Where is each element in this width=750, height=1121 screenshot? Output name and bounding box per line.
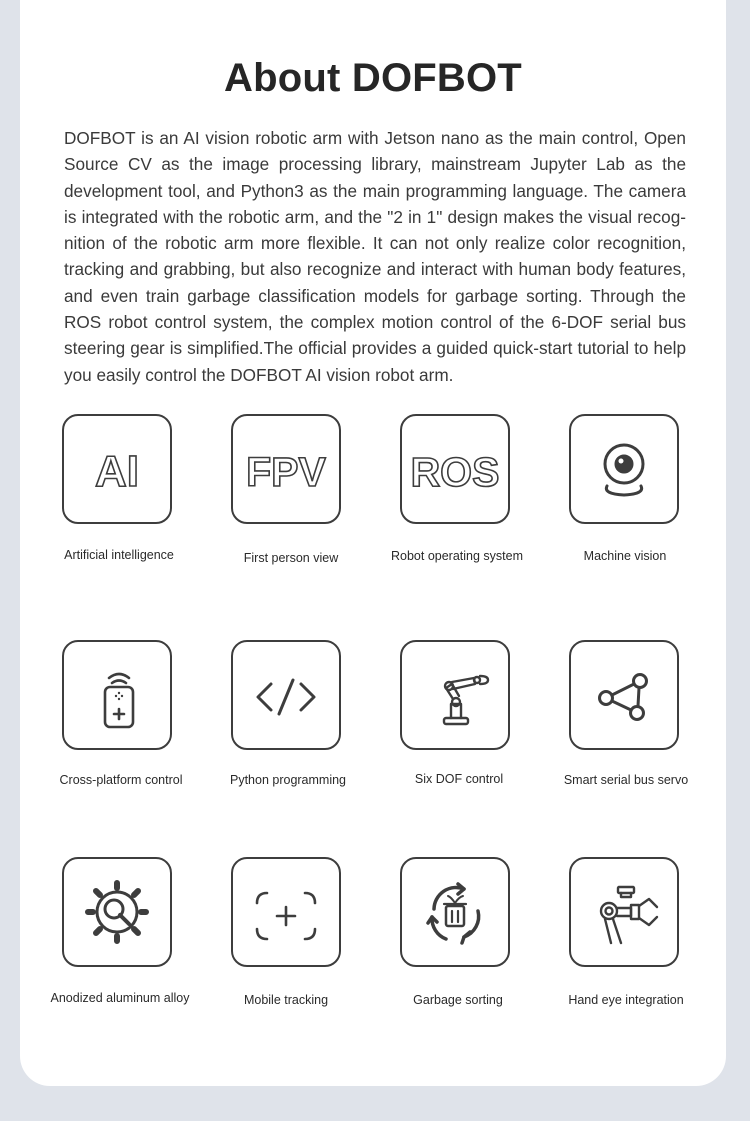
feature-label: Robot operating system — [390, 549, 523, 563]
hand-eye-arm-icon — [569, 857, 679, 967]
robot-arm-icon — [400, 640, 510, 750]
ai-icon-text: AI — [95, 447, 139, 496]
feature-label: Garbage sorting — [413, 993, 503, 1007]
ros-icon-text: ROS — [410, 449, 500, 495]
description-paragraph: DOFBOT is an AI vision robotic arm with Jetson nano as the main control, Open Source CV as the image processing library, mainstream Jupyter Lab as the development tool, and Python3 as the main programming language. The camera is integrated with the robotic arm, and the "2 in 1" design makes the visual recog-nition of the robotic arm more flexible. It can not only realize color recognition, tracking and grabbing, but also recognize and interact with human body features, and even train garbage classification models for garbage sorting. Through the ROS robot control system, the complex motion control of the 6-DOF serial bus steering gear is simplified.The official provides a guided quick-start tutorial to help you easily control the DOFBOT AI vision robot arm. — [64, 128, 686, 385]
feature-label: Smart serial bus servo — [563, 773, 689, 787]
fpv-icon-text: FPV — [246, 449, 326, 495]
feature-label: First person view — [243, 551, 339, 565]
page-title: About DOFBOT — [224, 56, 522, 100]
feature-label: Mobile tracking — [243, 993, 329, 1007]
feature-label: Cross-platform control — [59, 773, 183, 787]
feature-label: Hand eye integration — [568, 993, 684, 1007]
share-nodes-icon — [569, 640, 679, 750]
fpv-text-icon — [231, 414, 341, 524]
remote-control-icon — [62, 640, 172, 750]
feature-label: Artificial intelligence — [64, 548, 174, 562]
recycle-bin-icon — [400, 857, 510, 967]
feature-label: Six DOF control — [414, 772, 504, 786]
gear-magnifier-icon — [62, 857, 172, 967]
feature-label: Anodized aluminum alloy — [50, 991, 190, 1005]
camera-icon — [569, 414, 679, 524]
feature-label: Python programming — [229, 773, 347, 787]
ai-text-icon — [62, 414, 172, 524]
feature-label: Machine vision — [583, 549, 667, 563]
code-icon — [231, 640, 341, 750]
tracking-frame-icon — [231, 857, 341, 967]
ros-text-icon — [400, 414, 510, 524]
